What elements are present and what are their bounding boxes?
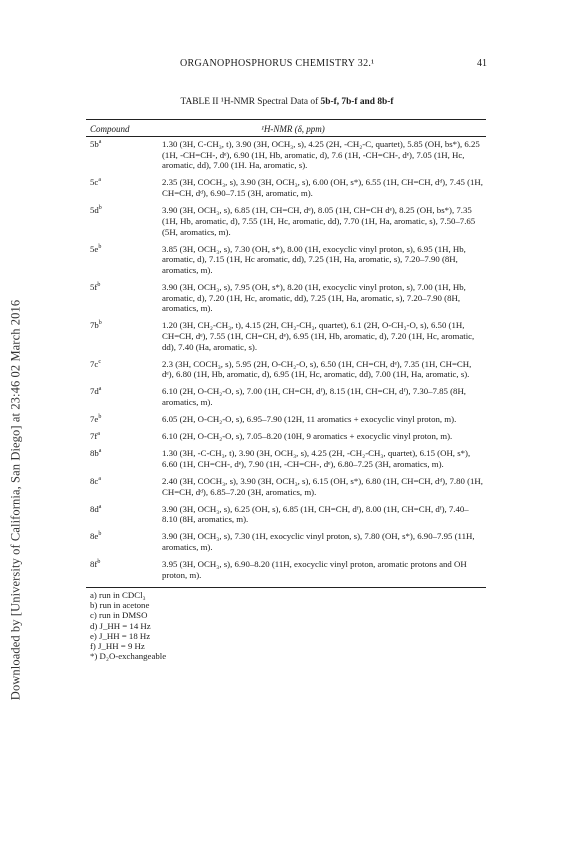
solvent-note-marker: a (98, 448, 102, 455)
footnote: *) D₂O-exchangeable (90, 651, 167, 662)
solvent-note-marker: b (97, 282, 101, 288)
compound-label (86, 359, 162, 380)
compound-label (86, 282, 162, 314)
table-row (86, 320, 486, 352)
table-row (86, 205, 486, 237)
page-number: 41 (477, 58, 487, 69)
column-header-compound: Compound (90, 124, 130, 134)
compound-id: 7f (90, 431, 98, 442)
download-watermark (2, 250, 30, 750)
compound-id: 5d (90, 205, 99, 216)
nmr-data: 2.3 (3H, COCH₃, s), 5.95 (2H, O-CH₂-O, s), 6.50 (1H, CH=CH, dᵉ), 7.35 (1H, CH=CH, dᵉ), 6.80 (1H, Hb, aromatic, d), 6.95 (1H, Hc, aromatic, dd), 7.00 (1H, Ha, aromatic, s). (162, 358, 472, 380)
table-row (86, 359, 486, 380)
table-row (86, 476, 486, 497)
compound-label (86, 139, 162, 171)
compound-label (86, 431, 162, 442)
solvent-note-marker: b (98, 243, 102, 250)
compound-label (86, 320, 162, 352)
solvent-note-marker: b (98, 414, 102, 421)
compound-id: 8c (90, 475, 99, 486)
table-title-compounds: 5b-f, 7b-f and 8b-f (320, 97, 394, 107)
table-row (86, 386, 486, 407)
compound-id: 8d (90, 503, 99, 514)
nmr-data: 2.35 (3H, COCH₃, s), 3.90 (3H, OCH₃, s), 6.00 (OH, s*), 6.55 (1H, CH=CH, dᵈ), 7.45 (1H, CH=CH, dᵈ), 6.90–7.15 (3H, aromatic, m). (162, 177, 483, 199)
compound-id: 7e (90, 414, 99, 425)
table-title (87, 97, 487, 107)
nmr-data: 3.95 (3H, OCH₃, s), 6.90–8.20 (11H, exocyclic vinyl proton, aromatic protons and OH proton, m). (162, 558, 467, 580)
nmr-data: 1.30 (3H, C-CH₃, t), 3.90 (3H, OCH₃, s), 4.25 (2H, -CH₂-C, quartet), 5.85 (OH, bs*), 6.25 (1H, -CH=CH-, dᵉ), 6.90 (1H, Hb, aromatic, d), 7.6 (1H, -CH=CH-, dᵉ), 7.05 (1H, Hc, aromatic, dd), 7.00 (1H. Ha, aromatic, s). (162, 139, 480, 171)
table-row (86, 504, 486, 525)
compound-label (86, 448, 162, 469)
solvent-note-marker: a (98, 386, 102, 393)
footnote: d) J_HH = 14 Hz (90, 620, 151, 631)
solvent-note-marker: b (98, 531, 102, 538)
table-row (86, 431, 486, 442)
nmr-data: 1.20 (3H, CH₂-CH₃, t), 4.15 (2H, CH₂-CH₃, quartet), 6.1 (2H, O-CH₂-O, s), 6.50 (1H, CH=CH, dᵉ), 7.55 (1H, CH=CH, dᵉ), 6.95 (1H, Hb, aromatic, d), 7.20 (1H, Hc, aromatic, dd), 7.40 (Ha, aromatic, s). (162, 320, 475, 352)
solvent-note-marker: b (98, 205, 102, 212)
compound-id: 8e (90, 531, 99, 542)
compound-label (86, 559, 162, 580)
nmr-data: 1.30 (3H, -C-CH₃, t), 3.90 (3H, OCH₃, s), 4.25 (2H, -CH₂-CH₃, quartet), 6.15 (OH, s*), 6.60 (1H, CH=CH-, dᵉ), 7.90 (1H, -CH=CH-, dᵉ), 6.80–7.25 (3H, aromatics, m). (162, 448, 471, 469)
solvent-note-marker: a (97, 431, 100, 438)
compound-id: 8b (90, 448, 99, 459)
table-row (86, 244, 486, 276)
nmr-data: 6.10 (2H, O-CH₂-O, s), 7.00 (1H, CH=CH, dᶠ), 8.15 (1H, CH=CH, dᶠ), 7.30–7.85 (8H, aromatics, m). (162, 386, 467, 408)
nmr-data: 3.90 (3H, OCH₃, s), 6.25 (OH, s), 6.85 (1H, CH=CH, dᶠ), 8.00 (1H, CH=CH, dᶠ), 7.40–8.10 (8H, aromatics, m). (162, 503, 469, 525)
compound-id: 8f (90, 558, 98, 569)
table-title-prefix: TABLE II ¹H-NMR Spectral Data of (180, 97, 321, 107)
footnote: f) J_HH = 9 Hz (90, 641, 145, 652)
table-row (86, 559, 486, 580)
table-row (86, 531, 486, 552)
solvent-note-marker: b (97, 559, 101, 566)
compound-label (86, 177, 162, 198)
nmr-data: 6.05 (2H, O-CH₂-O, s), 6.95–7.90 (12H, 11 aromatics + exocyclic vinyl proton, m). (162, 414, 457, 425)
compound-label (86, 531, 162, 552)
nmr-data: 2.40 (3H, COCH₃, s), 3.90 (3H, OCH₃, s), 6.15 (OH, s*), 6.80 (1H, CH=CH, dᵈ), 7.80 (1H, CH=CH, dᵈ), 6.85–7.20 (3H, aromatics, m). (162, 475, 483, 497)
table-footnotes (86, 588, 486, 662)
footnote: b) run in acetone (90, 599, 150, 610)
column-header-nmr: ¹H-NMR (δ, ppm) (261, 124, 325, 134)
compound-id: 7d (90, 386, 99, 397)
nmr-data: 3.90 (3H, OCH₃, s), 7.95 (OH, s*), 8.20 (1H, exocyclic vinyl proton, s), 7.00 (1H, Hb, aromatic, d), 7.20 (1H, Hc, aromatic, dd), 7.25 (1H, Ha, aromatic, s), 7.20–7.90 (8H, aromatics, m). (162, 281, 466, 314)
compound-id: 5c (90, 177, 99, 188)
nmr-data: 6.10 (2H, O-CH₂-O, s), 7.05–8.20 (10H, 9 aromatics + exocyclic vinyl proton, m). (162, 431, 453, 442)
solvent-note-marker: b (98, 320, 102, 327)
nmr-table (86, 119, 486, 662)
table-row (86, 139, 486, 171)
table-row (86, 282, 486, 314)
compound-id: 5f (90, 281, 98, 292)
compound-label (86, 386, 162, 407)
nmr-data: 3.90 (3H, OCH₃, s), 6.85 (1H, CH=CH, dᵉ), 8.05 (1H, CH=CH dᵉ), 8.25 (OH, bs*), 7.35 (1H, Hb, aromatic, d), 7.55 (1H, Hc, aromatic, dd), 7.70 (1H, Ha, aromatic, s), 7.50–7.65 (5H, aromatics, m). (162, 205, 476, 237)
compound-id: 7b (90, 320, 99, 331)
compound-label (86, 414, 162, 425)
footnote: c) run in DMSO (90, 610, 148, 621)
solvent-note-marker: a (98, 475, 101, 482)
compound-id: 7c (90, 358, 99, 369)
footnote: a) run in CDCl₃ (90, 589, 146, 600)
compound-id: 5b (90, 139, 99, 149)
footnote: e) J_HH = 18 Hz (90, 630, 151, 641)
nmr-data: 3.90 (3H, OCH₃, s), 7.30 (1H, exocyclic vinyl proton, s), 7.80 (OH, s*), 6.90–7.95 (11H, aromatics, m). (162, 531, 475, 552)
solvent-note-marker: a (98, 139, 102, 146)
compound-label (86, 504, 162, 525)
solvent-note-marker: c (98, 358, 101, 365)
download-watermark-text: Downloaded by [University of California, San Diego] at 23:46 02 March 2016 (8, 299, 23, 701)
compound-label (86, 244, 162, 276)
compound-id: 5e (90, 243, 99, 254)
compound-label (86, 205, 162, 237)
solvent-note-marker: a (98, 177, 101, 184)
table-body (86, 137, 486, 580)
table-row (86, 414, 486, 425)
table-row (86, 448, 486, 469)
compound-label (86, 476, 162, 497)
table-header (86, 120, 486, 136)
nmr-data: 3.85 (3H, OCH₃, s), 7.30 (OH, s*), 8.00 (1H, exocyclic vinyl proton, s), 6.95 (1H, Hb, aromatic, d), 7.15 (1H, Hc aromatic, dd), 7.25 (1H, Ha, aromatic, s), 7.20–7.90 (8H, aromatics, m). (162, 243, 466, 275)
solvent-note-marker: a (98, 503, 102, 510)
running-head: ORGANOPHOSPHORUS CHEMISTRY 32.¹ (180, 58, 375, 69)
table-row (86, 177, 486, 198)
